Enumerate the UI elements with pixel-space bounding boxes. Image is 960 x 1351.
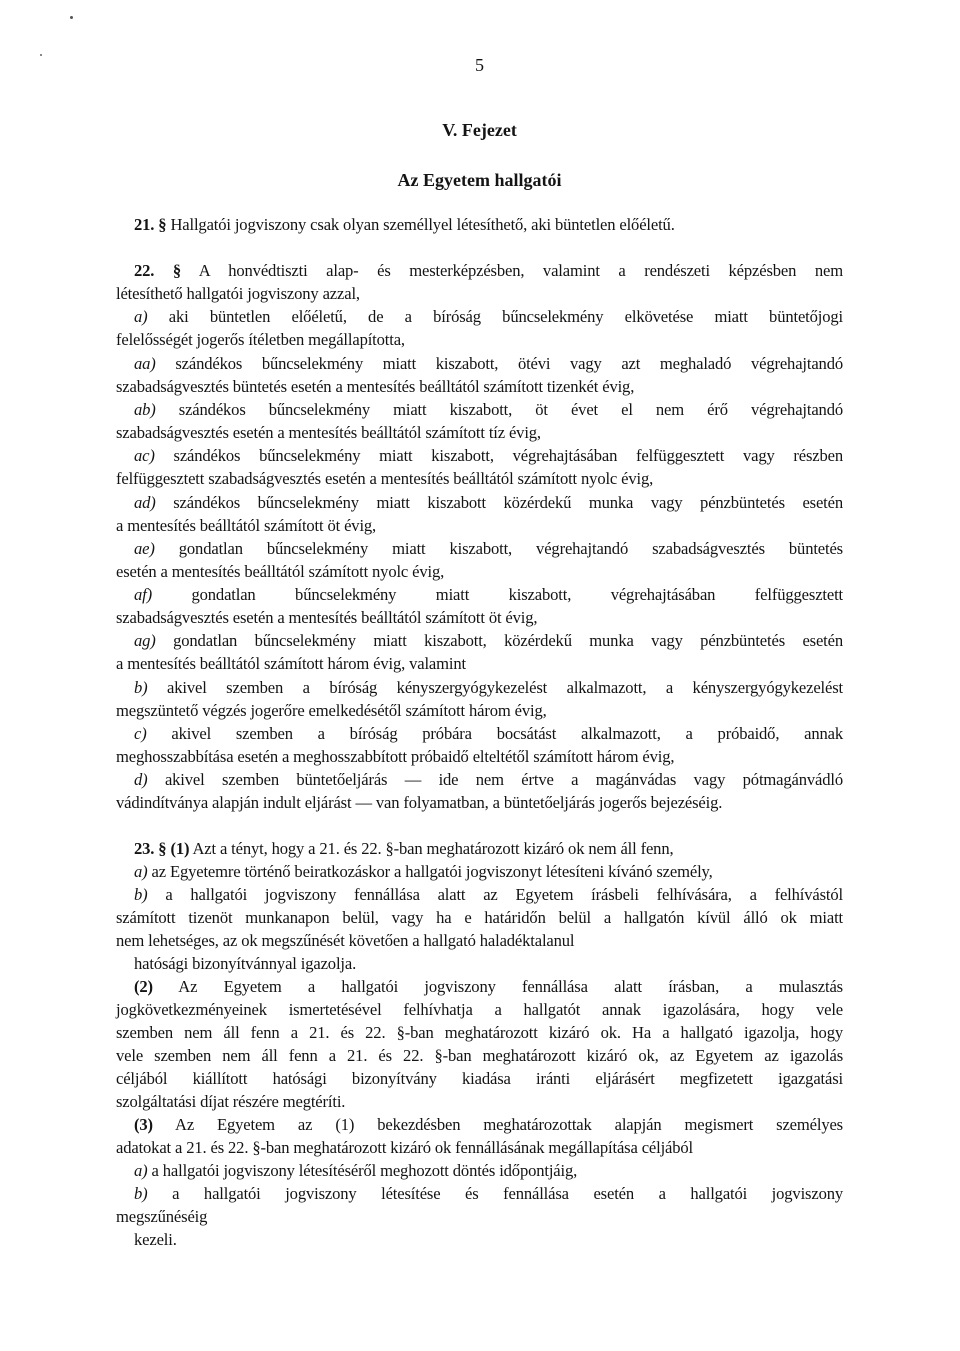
- point-text: szándékos bűncselekmény miatt kiszabott, ötévi vagy azt meghaladó végrehajtandó: [175, 354, 843, 373]
- paragraph-2-cont: céljából kiállított hatósági bizonyítvány kiadása iránti eljárásért megfizetett igazgatási: [116, 1069, 843, 1088]
- point-marker: ab): [134, 400, 156, 419]
- point-marker: aa): [134, 354, 156, 373]
- paragraph-text: Az Egyetem az (1) bekezdésben meghatározottak alapján megismert személyes: [174, 1115, 843, 1134]
- paragraph-marker: (3): [134, 1115, 153, 1134]
- point-text: akivel szemben a bíróság kényszergyógykezelést alkalmazott, a kényszergyógykezelést: [167, 678, 844, 697]
- point-text: szándékos bűncselekmény miatt kiszabott, végrehajtásában felfüggesztett vagy részben: [173, 446, 843, 465]
- point-aa-cont: szabadságvesztés büntetés esetén a mentesítés beálltától számított tizenkét évig,: [116, 377, 635, 396]
- paragraph-marker: (1): [170, 839, 190, 858]
- paragraph-2-cont: szemben nem áll fenn a 21. és 22. §-ban meghatározott kizáró ok. Ha a hallgató igazolja, hogy: [116, 1023, 843, 1042]
- section-number: 22.: [134, 261, 155, 280]
- section-text: Hallgatói jogviszony csak olyan személlyel létesíthető, aki büntetlen előéletű.: [170, 215, 675, 234]
- section-23: [134, 839, 843, 859]
- chapter-heading: Az Egyetem hallgatói: [397, 170, 562, 190]
- point-a: [134, 307, 843, 327]
- point-marker: a): [134, 307, 148, 326]
- paragraph-marker: (2): [134, 977, 153, 996]
- point-ad: [134, 493, 843, 513]
- point-c: [134, 724, 843, 744]
- paragraph-text: Az Egyetem a hallgatói jogviszony fennállása alatt írásban, a mulasztás: [178, 977, 843, 996]
- point-marker: ac): [134, 446, 155, 465]
- point-marker: b): [134, 1184, 148, 1203]
- point-marker: af): [134, 585, 152, 604]
- point-text: gondatlan bűncselekmény miatt kiszabott, végrehajtandó szabadságvesztés büntetés: [178, 539, 843, 558]
- paragraph-2-cont: szolgáltatási díjat részére megtéríti.: [116, 1092, 346, 1111]
- point-b-cont: megszüntető végzés jogerőre emelkedésétől számított három évig,: [116, 701, 547, 720]
- point-af: [134, 585, 843, 605]
- point-ae-cont: esetén a mentesítés beálltától számított nyolc évig,: [116, 562, 445, 581]
- point-ag-cont: a mentesítés beálltától számított három évig, valamint: [116, 654, 466, 673]
- section-21: [134, 215, 843, 235]
- point-a: [134, 862, 843, 882]
- point-b-cont: megszűnéséig: [116, 1207, 208, 1226]
- paragraph-2-cont: vele szemben nem áll fenn a 21. és 22. §-ban meghatározott kizáró ok, az Egyetem az igazolás: [116, 1046, 843, 1065]
- point-ab-cont: szabadságvesztés esetén a mentesítés beálltától számított tíz évig,: [116, 423, 541, 442]
- point-marker: ad): [134, 493, 156, 512]
- section-22-line: létesíthető hallgatói jogviszony azzal,: [116, 284, 360, 303]
- point-text: akivel szemben a bíróság próbára bocsátást alkalmazott, a próbaidő, annak: [171, 724, 844, 743]
- section-sign: §: [158, 215, 167, 234]
- point-text: gondatlan bűncselekmény miatt kiszabott, végrehajtásában felfüggesztett: [191, 585, 844, 604]
- point-aa: [134, 354, 843, 374]
- point-ac: [134, 446, 843, 466]
- point-text: az Egyetemre történő beiratkozáskor a hallgatói jogviszonyt létesíteni kívánó személy,: [151, 862, 713, 881]
- section-text: Azt a tényt, hogy a 21. és 22. §-ban meghatározott kizáró ok nem áll fenn,: [192, 839, 674, 858]
- page-number: 5: [475, 55, 484, 75]
- point-b-cont: nem lehetséges, az ok megszűnését követően a hallgató haladéktalanul: [116, 931, 575, 950]
- point-marker: a): [134, 862, 148, 881]
- point-c-cont: meghosszabbítása esetén a meghosszabbított próbaidő elteltétől számított három évig,: [116, 747, 675, 766]
- point-marker: d): [134, 770, 148, 789]
- point-ab: [134, 400, 843, 420]
- section-sign: §: [158, 839, 167, 858]
- point-marker: b): [134, 678, 148, 697]
- point-ag: [134, 631, 843, 651]
- point-a: [134, 1161, 843, 1181]
- scan-speck: [40, 54, 42, 56]
- point-text: a hallgatói jogviszony fennállása alatt az Egyetem írásbeli felhívására, a felhívástól: [165, 885, 843, 904]
- section-sign: §: [172, 261, 182, 280]
- section-number: 23.: [134, 839, 155, 858]
- section-text: A honvédtiszti alap- és mesterképzésben, valamint a rendészeti képzésben nem: [198, 261, 844, 280]
- point-marker: a): [134, 1161, 148, 1180]
- point-d: [134, 770, 843, 790]
- paragraph-2: [134, 977, 843, 997]
- section-number: 21.: [134, 215, 155, 234]
- closing-text: kezeli.: [134, 1230, 177, 1249]
- point-text: a hallgatói jogviszony létesítése és fennállása esetén a hallgatói jogviszony: [172, 1184, 844, 1203]
- point-a-cont: felelősségét jogerős ítéletben megállapította,: [116, 330, 405, 349]
- point-text: a hallgatói jogviszony létesítéséről meghozott döntés időpontjáig,: [151, 1161, 578, 1180]
- point-text: akivel szemben büntetőeljárás — ide nem értve a magánvádas vagy pótmagánvádló: [164, 770, 844, 789]
- point-text: gondatlan bűncselekmény miatt kiszabott, közérdekű munka vagy pénzbüntetés esetén: [173, 631, 843, 650]
- point-b: [134, 678, 843, 698]
- point-d-cont: vádindítványa alapján indult eljárást — van folyamatban, a büntetőeljárás jogerős bejezéséig.: [116, 793, 723, 812]
- point-text: szándékos bűncselekmény miatt kiszabott, öt évet el nem érő végrehajtandó: [178, 400, 843, 419]
- point-ae: [134, 539, 843, 559]
- point-af-cont: szabadságvesztés esetén a mentesítés beálltától számított öt évig,: [116, 608, 538, 627]
- point-b-cont: hatósági bizonyítvánnyal igazolja.: [134, 954, 357, 973]
- point-ad-cont: a mentesítés beálltától számított öt évig,: [116, 516, 377, 535]
- point-marker: c): [134, 724, 147, 743]
- chapter-title: V. Fejezet: [442, 120, 517, 140]
- point-b-cont: számított tizenöt munkanapon belül, vagy ha e határidőn belül a hallgatón kívül álló ok miatt: [116, 908, 843, 927]
- point-text: aki büntetlen előéletű, de a bíróság bűncselekmény elkövetése miatt büntetőjogi: [168, 307, 843, 326]
- scan-speck: [70, 16, 73, 19]
- point-b: [134, 885, 843, 905]
- paragraph-3-cont: adatokat a 21. és 22. §-ban meghatározott kizáró ok fennállásának megállapítása céljából: [116, 1138, 694, 1157]
- point-marker: b): [134, 885, 148, 904]
- section-22-line: [134, 261, 843, 281]
- point-text: szándékos bűncselekmény miatt kiszabott közérdekű munka vagy pénzbüntetés esetén: [173, 493, 843, 512]
- point-b: [134, 1184, 843, 1204]
- paragraph-2-cont: jogkövetkezményeinek ismertetésével felhívhatja a hallgatót annak igazolására, hogy vele: [116, 1000, 843, 1019]
- point-ac-cont: felfüggesztett szabadságvesztés esetén a mentesítés beálltától számított nyolc évig,: [116, 469, 654, 488]
- point-marker: ag): [134, 631, 156, 650]
- paragraph-3: [134, 1115, 843, 1135]
- point-marker: ae): [134, 539, 155, 558]
